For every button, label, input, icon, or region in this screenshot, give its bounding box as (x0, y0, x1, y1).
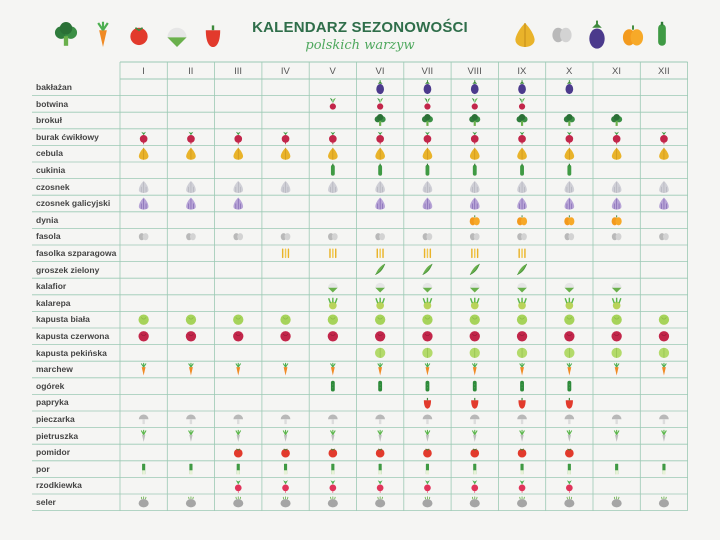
parsley-root-icon (236, 430, 241, 442)
carrot-icon (567, 363, 572, 376)
celery-icon (281, 497, 291, 508)
onion-icon (565, 148, 575, 160)
bean-icon (139, 233, 149, 240)
bean-icon (375, 233, 385, 240)
vegetable-label: burak ćwikłowy (36, 131, 99, 142)
chinese-cabbage-icon (564, 348, 574, 358)
cucumber-icon (473, 381, 477, 392)
green-bean-icon (377, 249, 384, 259)
broccoli-icon (564, 114, 575, 126)
pepper-icon (518, 398, 525, 409)
cucumber-icon (331, 381, 335, 392)
cauliflower-icon (423, 283, 433, 293)
vegetable-label: czosnek (36, 181, 70, 192)
green-bean-icon (282, 249, 289, 259)
chinese-cabbage-icon (422, 348, 432, 358)
beetroot-icon (329, 132, 337, 145)
carrot-icon (425, 363, 430, 376)
carrot-icon (378, 363, 383, 376)
red-cabbage-icon (659, 331, 669, 341)
tomato-icon (470, 449, 479, 458)
white-cabbage-icon (328, 315, 338, 325)
purple-garlic-icon (612, 198, 622, 210)
broccoli-icon (422, 114, 433, 126)
green-bean-icon (424, 249, 431, 259)
beetroot-icon (234, 132, 242, 145)
red-cabbage-icon (328, 331, 338, 341)
vegetable-label: rzodkiewka (36, 480, 82, 491)
vegetable-label: seler (36, 497, 56, 507)
beet-greens-icon (424, 98, 430, 110)
parsley-root-icon (189, 430, 194, 442)
leek-icon (237, 464, 240, 475)
white-cabbage-icon (280, 315, 290, 325)
vegetable-label: cebula (36, 148, 63, 159)
pea-pod-icon (470, 264, 480, 275)
vegetable-label: dynia (36, 214, 59, 225)
green-bean-icon (518, 249, 525, 259)
beet-greens-icon (472, 98, 478, 110)
vegetable-label: pomidor (36, 447, 70, 458)
carrot-icon (614, 363, 619, 376)
carrot-icon (662, 363, 667, 376)
kohlrabi-icon (518, 298, 526, 310)
onion-icon (233, 148, 243, 160)
vegetable-label: kapusta pekińska (36, 347, 107, 358)
parsley-root-icon (520, 430, 525, 442)
red-cabbage-icon (186, 331, 196, 341)
month-label: XII (657, 66, 670, 77)
vegetable-label: groszek zielony (36, 264, 100, 275)
cauliflower-icon (565, 283, 575, 293)
eggplant-icon (376, 80, 384, 94)
green-bean-icon (329, 249, 336, 259)
red-cabbage-icon (611, 331, 621, 341)
radish-icon (519, 480, 526, 493)
radish-icon (566, 480, 573, 493)
mushroom-icon (659, 415, 669, 425)
bean-icon (281, 233, 291, 240)
parsley-root-icon (425, 430, 430, 442)
garlic-icon (517, 181, 527, 193)
red-cabbage-icon (517, 331, 527, 341)
purple-garlic-icon (375, 198, 385, 210)
cucumber-icon (378, 381, 382, 392)
vegetable-label: czosnek galicyjski (36, 198, 111, 209)
cucumber-icon (426, 381, 430, 392)
mushroom-icon (612, 415, 622, 425)
tomato-icon (234, 449, 243, 458)
vegetable-label: fasola (36, 231, 61, 242)
green-bean-icon (471, 249, 478, 259)
pea-pod-icon (517, 264, 527, 275)
cucumber-icon (520, 381, 524, 392)
vegetable-label: cukinia (36, 165, 66, 175)
parsley-root-icon (283, 430, 288, 442)
beetroot-icon (566, 132, 574, 145)
beetroot-icon (187, 132, 195, 145)
garlic-icon (281, 181, 291, 193)
month-label: III (234, 66, 243, 77)
garlic-icon (375, 181, 385, 193)
beetroot-icon (518, 132, 526, 145)
cauliflower-icon (328, 283, 338, 293)
garlic-icon (186, 181, 196, 193)
mushroom-icon (565, 415, 575, 425)
celery-icon (517, 497, 527, 508)
month-label: IV (280, 66, 290, 77)
leek-icon (662, 464, 665, 475)
beetroot-icon (140, 132, 148, 145)
garlic-icon (423, 181, 433, 193)
white-cabbage-icon (517, 315, 527, 325)
bean-icon (659, 233, 669, 240)
parsley-root-icon (378, 430, 383, 442)
mushroom-icon (470, 415, 480, 425)
garlic-icon (139, 181, 149, 193)
vegetable-label: kapusta czerwona (36, 331, 110, 341)
radish-icon (282, 480, 289, 493)
vegetable-label: bakłażan (36, 82, 72, 92)
white-cabbage-icon (564, 315, 574, 325)
zucchini-icon (473, 164, 477, 176)
kohlrabi-icon (612, 298, 620, 310)
purple-garlic-icon (139, 198, 149, 210)
mushroom-icon (517, 415, 527, 425)
onion-icon (659, 148, 669, 160)
kohlrabi-icon (376, 298, 384, 310)
red-cabbage-icon (280, 331, 290, 341)
purple-garlic-icon (659, 198, 669, 210)
white-cabbage-icon (138, 315, 148, 325)
tomato-icon (376, 449, 385, 458)
garlic-icon (659, 181, 669, 193)
beet-greens-icon (330, 98, 336, 110)
onion-icon (186, 148, 196, 160)
carrot-icon (330, 363, 335, 376)
mushroom-icon (139, 415, 149, 425)
cauliflower-icon (470, 283, 480, 293)
pumpkin-icon (517, 215, 527, 225)
radish-icon (424, 480, 431, 493)
white-cabbage-icon (233, 315, 243, 325)
chinese-cabbage-icon (470, 348, 480, 358)
bean-icon (565, 233, 575, 240)
zucchini-icon (378, 164, 382, 176)
cucumber-icon (567, 381, 571, 392)
tomato-icon (329, 449, 338, 458)
chinese-cabbage-icon (659, 348, 669, 358)
red-cabbage-icon (138, 331, 148, 341)
garlic-icon (470, 181, 480, 193)
beetroot-icon (613, 132, 621, 145)
zucchini-icon (520, 164, 524, 176)
eggplant-icon (424, 80, 432, 94)
pumpkin-icon (612, 215, 622, 225)
month-label: I (142, 66, 145, 77)
purple-garlic-icon (565, 198, 575, 210)
garlic-icon (612, 181, 622, 193)
cauliflower-icon (517, 283, 527, 293)
pepper-icon (566, 398, 573, 409)
vegetable-label: kalarepa (36, 297, 71, 308)
leek-icon (379, 464, 382, 475)
celery-icon (139, 497, 149, 508)
month-label: IX (517, 66, 527, 77)
mushroom-icon (423, 415, 433, 425)
kohlrabi-icon (471, 298, 479, 310)
parsley-root-icon (472, 430, 477, 442)
beetroot-icon (424, 132, 432, 145)
white-cabbage-icon (611, 315, 621, 325)
white-cabbage-icon (659, 315, 669, 325)
mushroom-icon (233, 415, 243, 425)
cauliflower-icon (375, 283, 385, 293)
month-label: VIII (467, 66, 482, 77)
mushroom-icon (375, 415, 385, 425)
leek-icon (142, 464, 145, 475)
onion-icon (375, 148, 385, 160)
vegetable-label: kapusta biała (36, 314, 90, 325)
bean-icon (423, 233, 433, 240)
eggplant-icon (518, 80, 526, 94)
celery-icon (564, 497, 574, 508)
month-label: V (329, 66, 336, 77)
leek-icon (189, 464, 192, 475)
carrot-icon (236, 363, 241, 376)
month-label: X (566, 66, 573, 77)
garlic-icon (233, 181, 243, 193)
vegetable-label: brokuł (36, 115, 62, 126)
garlic-icon (328, 181, 338, 193)
parsley-root-icon (662, 430, 667, 442)
white-cabbage-icon (186, 315, 196, 325)
broccoli-icon (375, 114, 386, 126)
garlic-icon (565, 181, 575, 193)
beetroot-icon (471, 132, 479, 145)
vegetable-label: pietruszka (36, 430, 79, 441)
bean-icon (517, 233, 527, 240)
leek-icon (473, 464, 476, 475)
vegetable-label: fasolka szparagowa (36, 248, 117, 258)
parsley-root-icon (567, 430, 572, 442)
pea-pod-icon (375, 264, 385, 275)
zucchini-icon (567, 164, 571, 176)
onion-icon (470, 148, 480, 160)
broccoli-icon (611, 114, 622, 126)
eggplant-icon (471, 80, 479, 94)
eggplant-icon (566, 80, 574, 94)
onion-icon (423, 148, 433, 160)
radish-icon (377, 480, 384, 493)
page-subtitle: polskich warzyw (305, 38, 415, 53)
purple-garlic-icon (470, 198, 480, 210)
celery-icon (186, 497, 196, 508)
white-cabbage-icon (375, 315, 385, 325)
mushroom-icon (328, 415, 338, 425)
purple-garlic-icon (186, 198, 196, 210)
leek-icon (284, 464, 287, 475)
parsley-root-icon (614, 430, 619, 442)
month-label: VI (375, 66, 385, 77)
chinese-cabbage-icon (611, 348, 621, 358)
onion-icon (517, 148, 527, 160)
kohlrabi-icon (423, 298, 431, 310)
beet-greens-icon (377, 98, 383, 110)
vegetable-label: pieczarka (36, 414, 75, 424)
zucchini-icon (426, 164, 430, 176)
red-cabbage-icon (233, 331, 243, 341)
month-label: II (188, 66, 194, 77)
celery-icon (659, 497, 669, 508)
red-cabbage-icon (375, 331, 385, 341)
page-title: KALENDARZ SEZONOWOŚCI (252, 19, 468, 36)
pumpkin-icon (470, 215, 480, 225)
celery-icon (612, 497, 622, 508)
carrot-icon (141, 363, 146, 376)
carrot-icon (283, 363, 288, 376)
carrot-icon (520, 363, 525, 376)
pea-pod-icon (423, 264, 433, 275)
purple-garlic-icon (233, 198, 243, 210)
onion-icon (281, 148, 291, 160)
leek-icon (426, 464, 429, 475)
celery-icon (422, 497, 432, 508)
bean-icon (233, 233, 243, 240)
vegetable-label: kalafior (36, 281, 67, 292)
beetroot-icon (376, 132, 384, 145)
pumpkin-icon (564, 215, 574, 225)
beet-greens-icon (519, 98, 525, 110)
celery-icon (328, 497, 338, 508)
tomato-icon (565, 449, 574, 458)
radish-icon (471, 480, 478, 493)
radish-icon (329, 480, 336, 493)
chinese-cabbage-icon (375, 348, 385, 358)
kohlrabi-icon (565, 298, 573, 310)
beetroot-icon (282, 132, 290, 145)
month-label: VII (421, 66, 434, 77)
vegetable-label: ogórek (36, 380, 65, 391)
broccoli-icon (469, 114, 480, 126)
pepper-icon (424, 398, 431, 409)
vegetable-label: marchew (36, 364, 73, 375)
parsley-root-icon (330, 430, 335, 442)
celery-icon (233, 497, 243, 508)
vegetable-label: por (36, 463, 50, 474)
beetroot-icon (660, 132, 668, 145)
vegetable-label: botwina (36, 98, 69, 109)
red-cabbage-icon (422, 331, 432, 341)
purple-garlic-icon (423, 198, 433, 210)
month-label: XI (612, 66, 621, 77)
celery-icon (470, 497, 480, 508)
bean-icon (186, 233, 196, 240)
parsley-root-icon (141, 430, 146, 442)
red-cabbage-icon (470, 331, 480, 341)
white-cabbage-icon (470, 315, 480, 325)
kohlrabi-icon (329, 298, 337, 310)
leek-icon (568, 464, 571, 475)
white-cabbage-icon (422, 315, 432, 325)
onion-icon (612, 148, 622, 160)
leek-icon (615, 464, 618, 475)
vegetable-label: papryka (36, 397, 69, 408)
bean-icon (328, 233, 338, 240)
carrot-icon (472, 363, 477, 376)
chinese-cabbage-icon (517, 348, 527, 358)
tomato-icon (518, 449, 527, 458)
onion-icon (328, 148, 338, 160)
red-cabbage-icon (564, 331, 574, 341)
mushroom-icon (186, 415, 196, 425)
bean-icon (612, 233, 622, 240)
cauliflower-icon (612, 283, 622, 293)
tomato-icon (423, 449, 432, 458)
radish-icon (235, 480, 242, 493)
bean-icon (470, 233, 480, 240)
purple-garlic-icon (517, 198, 527, 210)
carrot-icon (189, 363, 194, 376)
mushroom-icon (281, 415, 291, 425)
zucchini-icon (331, 164, 335, 176)
leek-icon (520, 464, 523, 475)
broccoli-icon (517, 114, 528, 126)
tomato-icon (281, 449, 290, 458)
celery-icon (375, 497, 385, 508)
leek-icon (331, 464, 334, 475)
pepper-icon (471, 398, 478, 409)
onion-icon (139, 148, 149, 160)
